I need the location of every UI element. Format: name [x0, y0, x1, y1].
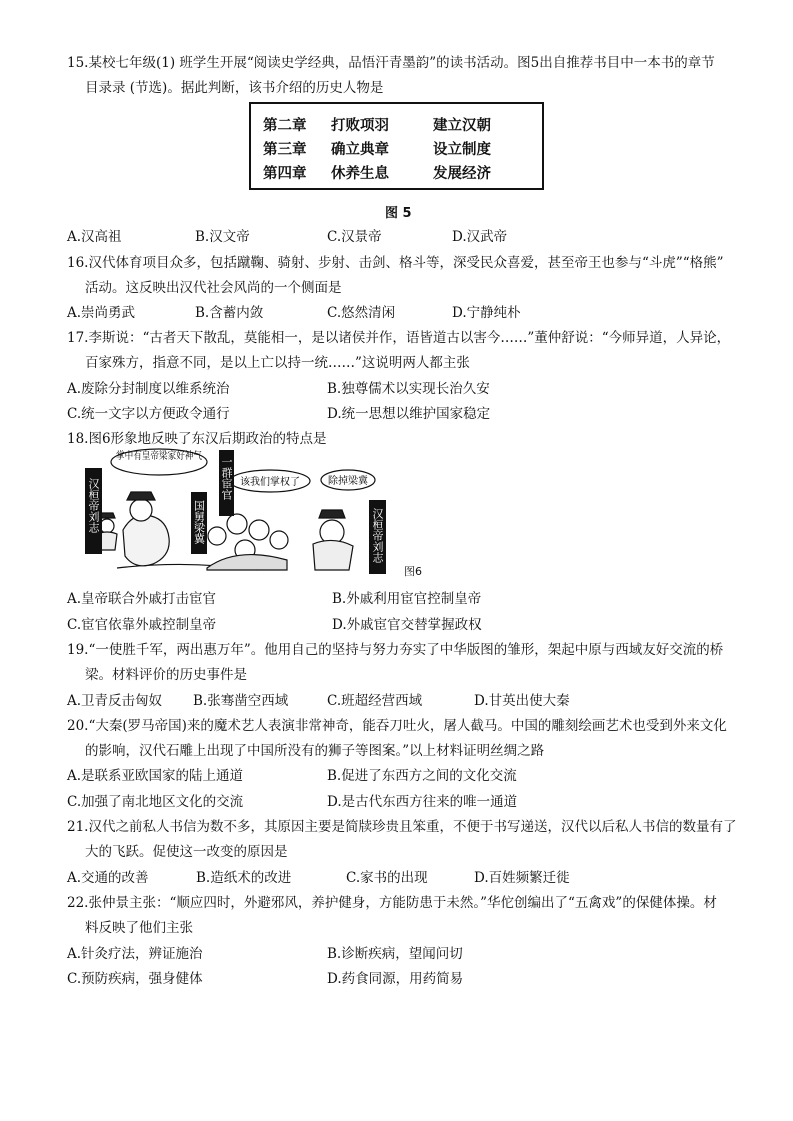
q20-option-b[interactable]: B.促进了东西方之间的文化交流 — [327, 768, 517, 784]
q19-stem-line1: 19.“一使胜千军，两出惠万年”。他用自己的坚持与努力夯实了中华版图的雏形，架起中原与西域友好交流的桥 — [67, 642, 724, 658]
q22-stem-line1: 22.张仲景主张：“顺应四时，外避邪风，养护健身，方能防患于未然。”华佗创编出了“五禽戏”的保健体操。材 — [67, 895, 717, 911]
q16-option-d[interactable]: D.宁静纯朴 — [452, 305, 521, 321]
q16-option-a[interactable]: A.崇尚勇武 — [67, 305, 136, 321]
q18-stem-line1: 18.图6形象地反映了东汉后期政治的特点是 — [67, 431, 327, 447]
q17-option-d[interactable]: D.统一思想以维护国家稳定 — [327, 406, 491, 422]
q18-option-a[interactable]: A.皇帝联合外戚打击宦官 — [67, 591, 217, 607]
toc-chapter: 第三章 — [263, 142, 307, 158]
figure5-caption: 图 5 — [385, 206, 412, 221]
figure-eunuch-head — [249, 520, 269, 540]
toc-title-a: 确立典章 — [331, 142, 389, 158]
toc-title-a: 打败项羽 — [331, 118, 389, 134]
figure-liangji-hat — [127, 492, 155, 500]
toc-title-b: 设立制度 — [433, 142, 491, 158]
q20-option-a[interactable]: A.是联系亚欧国家的陆上通道 — [67, 768, 244, 784]
q22-option-a[interactable]: A.针灸疗法，辨证施治 — [67, 946, 203, 962]
q21-stem-line1: 21.汉代之前私人书信为数不多，其原因主要是简牍珍贵且笨重，不便于书写递送，汉代以后私人书信的数量有了 — [67, 819, 737, 835]
q21-option-b[interactable]: B.造纸术的改进 — [196, 870, 292, 886]
q19-option-b[interactable]: B.张骞凿空西域 — [193, 693, 289, 709]
q16-option-b[interactable]: B.含蓄内敛 — [195, 305, 264, 321]
q19-option-d[interactable]: D.甘英出使大秦 — [474, 693, 570, 709]
q22-stem-line2: 料反映了他们主张 — [85, 920, 193, 936]
q22-option-b[interactable]: B.诊断疾病，望闻问切 — [327, 946, 463, 962]
liangji-label: 国舅梁冀 — [192, 500, 206, 544]
q20-option-c[interactable]: C.加强了南北地区文化的交流 — [67, 794, 244, 810]
q17-stem-line1: 17.李斯说：“古者天下散乱，莫能相一，是以诸侯并作，语皆道古以害今……”董仲舒说：“今师异道，人异论， — [67, 330, 731, 346]
q17-option-b[interactable]: B.独尊儒术以实现长治久安 — [327, 381, 490, 397]
q17-option-c[interactable]: C.统一文字以方便政令通行 — [67, 406, 230, 422]
q17-stem-line2: 百家殊方，指意不同，是以上亡以持一统……”这说明两人都主张 — [85, 355, 470, 371]
figure6-caption: 图6 — [404, 565, 422, 578]
bubble2-text: 该我们掌权了 — [240, 477, 300, 488]
toc-title-b: 发展经济 — [433, 166, 491, 182]
q19-option-a[interactable]: A.卫青反击匈奴 — [67, 693, 163, 709]
figure-right-emperor-hat — [319, 510, 345, 518]
q15-option-a[interactable]: A.汉高祖 — [67, 229, 122, 245]
figure-eunuch-bodies — [207, 555, 287, 570]
toc-title-b: 建立汉朝 — [433, 118, 491, 134]
q16-option-c[interactable]: C.悠然清闲 — [327, 305, 396, 321]
q15-option-c[interactable]: C.汉景帝 — [327, 229, 382, 245]
q19-option-c[interactable]: C.班超经营西域 — [327, 693, 423, 709]
bubble1-text: 掌中有皇帝梁家好神气 — [116, 451, 216, 462]
figure-right-emperor-body — [313, 540, 353, 570]
right-emperor-label: 汉桓帝刘志 — [371, 508, 384, 563]
toc-chapter: 第二章 — [263, 118, 307, 134]
q15-option-d[interactable]: D.汉武帝 — [452, 229, 508, 245]
q20-stem-line2: 的影响，汉代石雕上出现了中国所没有的狮子等图案。”以上材料证明丝绸之路 — [85, 743, 545, 759]
q16-stem-line2: 活动。这反映出汉代社会风尚的一个侧面是 — [85, 280, 342, 296]
q15-stem-line2: 目录录 (节选)。据此判断，该书介绍的历史人物是 — [85, 80, 384, 96]
figure-eunuch-head — [227, 514, 247, 534]
q20-stem-line1: 20.“大秦(罗马帝国)来的魔术艺人表演非常神奇，能吞刀吐火，屠人截马。中国的雕刻绘画艺术也受到外来文化 — [67, 718, 727, 734]
eunuchs-label: 一群宦官 — [220, 456, 233, 500]
q22-option-d[interactable]: D.药食同源，用药简易 — [327, 971, 464, 987]
q18-option-d[interactable]: D.外戚宦官交替掌握政权 — [332, 617, 482, 633]
toc-chapter: 第四章 — [263, 166, 307, 182]
q17-option-a[interactable]: A.废除分封制度以维系统治 — [67, 381, 230, 397]
figure-small-emperor-head — [100, 519, 114, 533]
q19-stem-line2: 梁。材料评价的历史事件是 — [85, 667, 247, 683]
q21-stem-line2: 大的飞跃。促使这一改变的原因是 — [85, 844, 288, 860]
figure-liangji-body — [123, 515, 169, 566]
q18-option-b[interactable]: B.外戚利用宦官控制皇帝 — [332, 591, 482, 607]
q15-stem-line1: 15.某校七年级(1) 班学生开展“阅读史学经典，品悟汗青墨韵”的读书活动。图5出自推荐书目中一本书的章节 — [67, 55, 715, 71]
q15-option-b[interactable]: B.汉文帝 — [195, 229, 250, 245]
figure-liangji-head — [130, 499, 152, 521]
q22-option-c[interactable]: C.预防疾病，强身健体 — [67, 971, 203, 987]
q21-option-a[interactable]: A.交通的改善 — [67, 870, 149, 886]
toc-title-a: 休养生息 — [331, 166, 389, 182]
q21-option-d[interactable]: D.百姓频繁迁徙 — [474, 870, 570, 886]
figure-eunuch-head — [208, 527, 226, 545]
left-emperor-label: 汉桓帝刘志 — [87, 478, 100, 533]
q16-stem-line1: 16.汉代体育项目众多，包括蹴鞠、骑射、步射、击剑、格斗等，深受民众喜爱，甚至帝王也参与“斗虎”“格熊” — [67, 255, 724, 271]
figure5-table-of-contents — [249, 102, 544, 190]
figure-eunuch-head — [270, 531, 288, 549]
q20-option-d[interactable]: D.是古代东西方往来的唯一通道 — [327, 794, 518, 810]
q18-option-c[interactable]: C.宦官依靠外戚控制皇帝 — [67, 617, 217, 633]
q21-option-c[interactable]: C.家书的出现 — [346, 870, 428, 886]
bubble3-text: 除掉梁冀 — [328, 476, 368, 487]
figure6-cartoon — [67, 448, 399, 576]
